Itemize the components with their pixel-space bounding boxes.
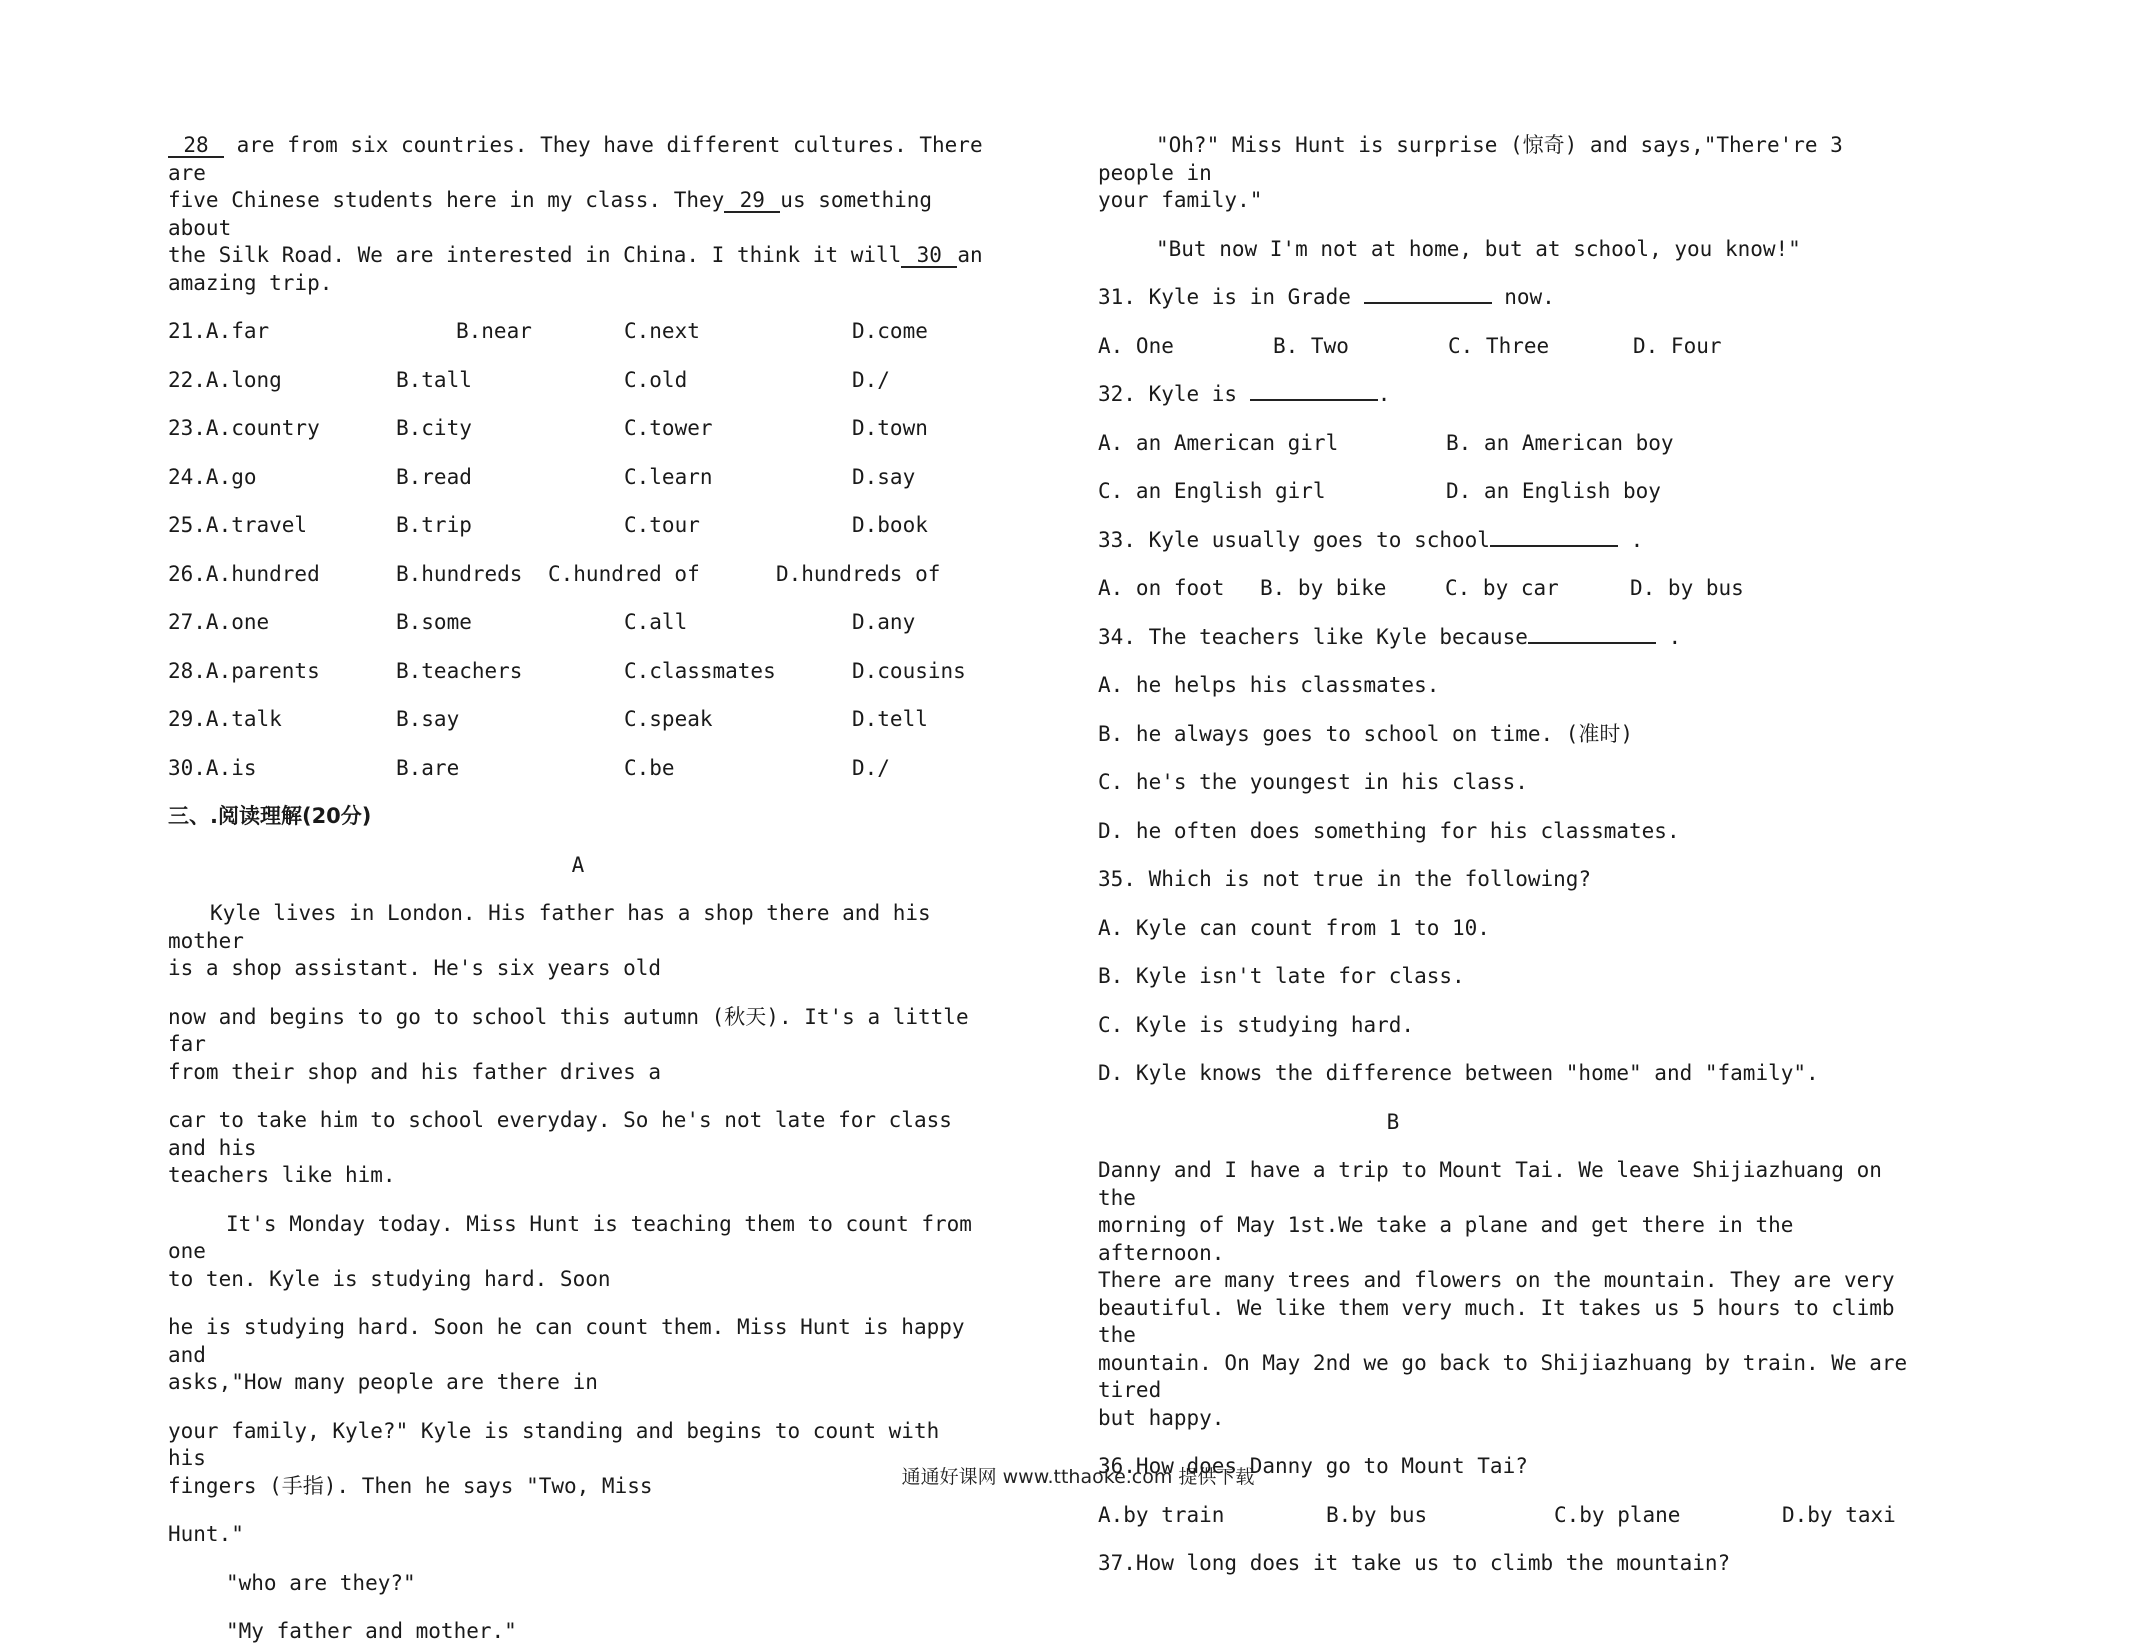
answer-blank-31 (1364, 302, 1492, 304)
question-35: 35. Which is not true in the following? (1098, 867, 1592, 891)
question-28-options: 28.A.parents B.teachers C.classmates D.cousins (168, 658, 966, 683)
passage-a-para-5: he is studying hard. Soon he can count them. Miss Hunt is happy and asks,"How many people are there in (168, 1315, 965, 1394)
question-34-option-b: B. he always goes to school on time. (准时) (1098, 721, 1634, 746)
blank-28: 28 (168, 134, 224, 158)
question-35-option-d: D. Kyle knows the difference between "home" and "family". (1098, 1061, 1819, 1085)
passage-b-label: B (1386, 1109, 1400, 1134)
question-31: 31. Kyle is in Grade now. (1098, 285, 1555, 309)
question-33: 33. Kyle usually goes to school . (1098, 527, 1644, 552)
question-32: 32. Kyle is . (1098, 382, 1391, 406)
question-27-options: 27.A.one B.some C.all D.any (168, 610, 916, 634)
footer-source: 通通好课网 www.tthaoke.com 提供下载 (901, 1466, 1255, 1488)
passage-a-para-6: your family, Kyle?" Kyle is standing and begins to count with his fingers (手指). Then he says "Two, Miss (168, 1418, 940, 1498)
passage-b-text: Danny and I have a trip to Mount Tai. We leave Shijiazhuang on the morning of May 1st.We take a plane and get there in the afternoon. There are many trees and flowers on the mountain. They are very beautiful. We like them very much. It takes us 5 hours to climb the mountain. On May 2nd we go back to Shijiazhuang by train. We are tired but happy. (1098, 1158, 1908, 1430)
passage-a-label: A (571, 852, 585, 877)
blank-30: 30 (901, 244, 957, 268)
question-23-options: 23.A.country B.city C.tower D.town (168, 416, 928, 440)
question-37: 37.How long does it take us to climb the mountain? (1098, 1551, 1731, 1575)
question-34-option-d: D. he often does something for his classmates. (1098, 818, 1680, 843)
passage-a-para-8: "who are they?" (226, 1570, 416, 1595)
question-36-options: A.by train B.by bus C.by plane D.by taxi (1098, 1502, 1896, 1527)
passage-a-continued: "Oh?" Miss Hunt is surprise (惊奇) and says,"There're 3 people in your family." (1098, 133, 1843, 212)
question-21-options: 21.A.far B.near C.next D.come (168, 319, 928, 343)
question-35-option-c: C. Kyle is studying hard. (1098, 1012, 1415, 1037)
question-35-option-b: B. Kyle isn't late for class. (1098, 964, 1465, 988)
passage-a-para-9: "My father and mother." (226, 1619, 517, 1643)
intro-paragraph: 28 are from six countries. They have different cultures. There are five Chinese students here in my class. They 29 us something about the Silk Road. We are interested in China. I think it will 30 an amazing trip. (168, 133, 983, 295)
blank-29: 29 (724, 189, 780, 213)
answer-blank-33 (1490, 545, 1618, 547)
question-26-options: 26.A.hundred B.hundreds C.hundred of D.hundreds of (168, 561, 941, 586)
section-title-reading: 三、.阅读理解(20分) (168, 804, 372, 828)
passage-a-last-line: "But now I'm not at home, but at school, you know!" (1156, 236, 1801, 261)
question-35-option-a: A. Kyle can count from 1 to 10. (1098, 915, 1490, 940)
passage-a-para-3: car to take him to school everyday. So he's not late for class and his teachers like him. (168, 1108, 952, 1187)
answer-blank-32 (1250, 399, 1378, 401)
left-column (168, 132, 988, 1646)
question-25-options: 25.A.travel B.trip C.tour D.book (168, 513, 928, 537)
question-32-options-row2: C. an English girl D. an English boy (1098, 479, 1661, 503)
question-22-options: 22.A.long B.tall C.old D./ (168, 367, 890, 392)
answer-blank-34 (1528, 642, 1656, 644)
question-32-options-row1: A. an American girl B. an American boy (1098, 430, 1674, 455)
question-30-options: 30.A.is B.are C.be D./ (168, 755, 890, 780)
question-34-option-a: A. he helps his classmates. (1098, 673, 1440, 697)
question-29-options: 29.A.talk B.say C.speak D.tell (168, 707, 928, 731)
passage-a-para-2: now and begins to go to school this autumn (秋天). It's a little far from their shop and his father drives a (168, 1004, 969, 1084)
right-column (1098, 132, 1928, 1578)
question-33-options: A. on foot B. by bike C. by car D. by bus (1098, 576, 1744, 600)
passage-a-para-4: It's Monday today. Miss Hunt is teaching them to count from one to ten. Kyle is studying hard. Soon (168, 1211, 972, 1291)
question-36: 36.How does Danny go to Mount Tai? (1098, 1454, 1528, 1478)
passage-a-para-1: Kyle lives in London. His father has a shop there and his mother is a shop assistant. He's six years old (168, 901, 931, 980)
passage-a-para-7: Hunt." (168, 1522, 244, 1546)
question-34-option-c: C. he's the youngest in his class. (1098, 770, 1528, 794)
question-31-options: A. One B. Two C. Three D. Four (1098, 333, 1722, 358)
question-34: 34. The teachers like Kyle because . (1098, 624, 1682, 649)
question-24-options: 24.A.go B.read C.learn D.say (168, 464, 916, 489)
